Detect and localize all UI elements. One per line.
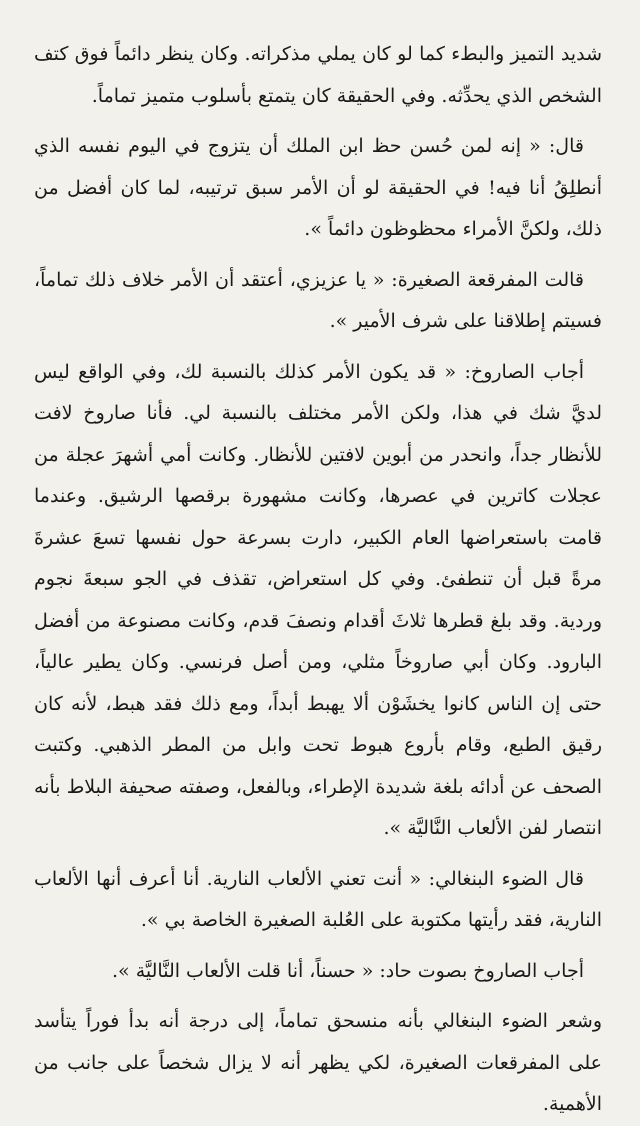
paragraph-rocket-sharp-reply: أجاب الصاروخ بصوت حاد: « حسناً، أنا قلت الألعاب النَّاليَّة ». [112, 959, 584, 982]
paragraph-rocket-speech: قال: « إنه لمن حُسن حظ ابن الملك أن يتزوج في اليوم نفسه الذي أنطلِقُ أنا فيه! في الحقيقة لو أن الأمر سبق ترتيبه، لما كان أفضل من ذلك، ولكنَّ الأمراء محظوظون دائماً ». [34, 135, 602, 240]
paragraph-bengal-crushed: وشعر الضوء البنغالي بأنه منسحق تماماً، إلى درجة أنه بدأ فوراً يتأسد على المفرقعات الصغيرة، لكي يظهر أنه لا يزال شخصاً على جانب من الأهمية. [34, 1010, 602, 1115]
paragraph-cracker-reply: قالت المفرقعة الصغيرة: « يا عزيزي، أعتقد أن الأمر خلاف ذلك تماماً، فسيتم إطلاقنا على شرف الأمير ». [34, 268, 602, 332]
paragraph-rocket-family: أجاب الصاروخ: « قد يكون الأمر كذلك بالنسبة لك، وفي الواقع ليس لديَّ شك في هذا، ولكن الأمر مختلف بالنسبة لي. فأنا صاروخ لافت للأنظار جداً، وانحدر من أبوين لافتين للأنظار. وكانت أمي أشهرَ عجلة من عجلات كاترين في عصرها، وكانت مشهورة برقصها الرشيق. وعندما قامت باستعراضها العام الكبير، دارت بسرعة حول نفسها تسعَ عشرةَ مرةً قبل أن تنطفئ. وفي كل استعراض، تقذف في الجو سبعةَ نجوم وردية. وقد بلغ قطرها ثلاثَ أقدام ونصفَ قدم، وكانت مصنوعة من أفضل البارود. وكان أبي صاروخاً مثلي، ومن أصل فرنسي. وكان يطير عالياً، حتى إن الناس كانوا يخشَوْن ألا يهبط أبداً، ومع ذلك فقد هبط، لأنه كان رقيق الطبع، وقام بأروع هبوط تحت وابل من المطر الذهبي. وكتبت الصحف عن أدائه بلغة شديدة الإطراء، وبالفعل، وصفته صحيفة البلاط بأنه انتصار لفن الألعاب النَّاليَّة ». [34, 360, 602, 839]
paragraph-bengal-light: قال الضوء البنغالي: « أنت تعني الألعاب النارية. أنا أعرف أنها الألعاب النارية، فقد رأيتها مكتوبة على العُلبة الصغيرة الخاصة بي ». [34, 867, 602, 931]
paragraph-continuation: شديد التميز والبطء كما لو كان يملي مذكراته. وكان ينظر دائماً فوق كتف الشخص الذي يحدِّثه. وفي الحقيقة كان يتمتع بأسلوب متميز تماماً. [34, 43, 602, 107]
